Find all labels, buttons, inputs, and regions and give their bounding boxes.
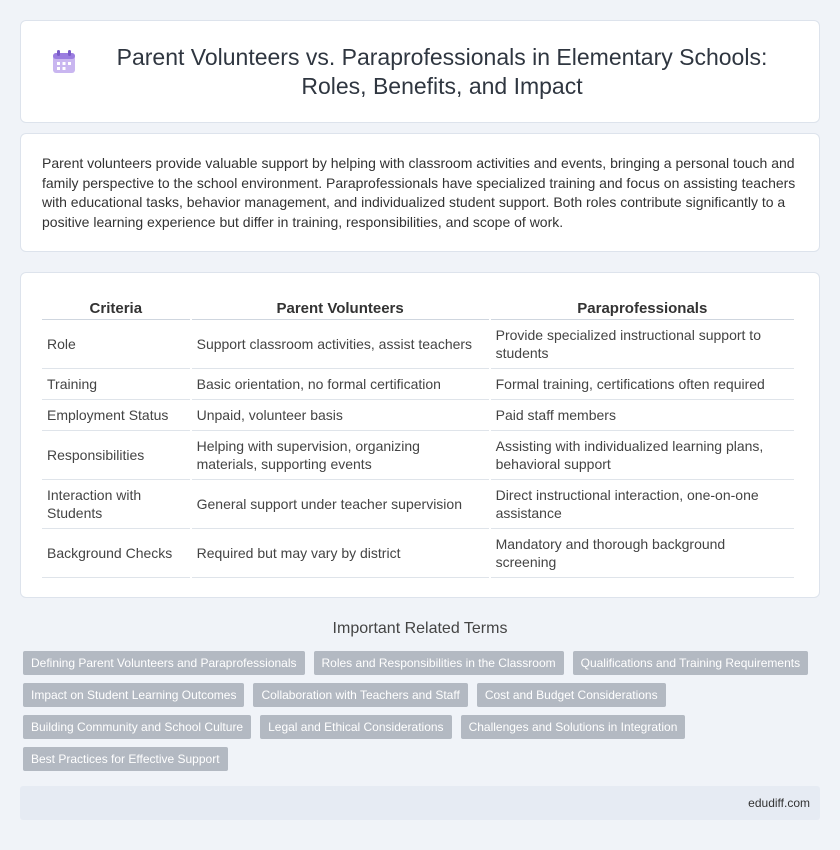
title-wrap bbox=[21, 43, 819, 101]
related-term-tag[interactable]: Roles and Responsibilities in the Classroom bbox=[314, 651, 564, 675]
calendar-icon bbox=[51, 49, 77, 75]
footer-site-link[interactable]: edudiff.com bbox=[748, 796, 810, 810]
header-criteria: Criteria bbox=[42, 294, 190, 320]
related-term-tag[interactable]: Building Community and School Culture bbox=[23, 715, 251, 739]
intro-card bbox=[20, 133, 820, 252]
row-paraprofessionals: Mandatory and thorough background screening bbox=[491, 529, 794, 578]
table-row bbox=[42, 369, 794, 400]
row-paraprofessionals: Formal training, certifications often required bbox=[491, 369, 794, 400]
table-row bbox=[42, 480, 794, 529]
page-title: Parent Volunteers vs. Paraprofessionals in Elementary Schools: Roles, Benefits, and Impact bbox=[116, 43, 768, 99]
row-parent-volunteers: Basic orientation, no formal certification bbox=[192, 369, 489, 400]
related-term-tag[interactable]: Legal and Ethical Considerations bbox=[260, 715, 451, 739]
related-term-tag[interactable]: Defining Parent Volunteers and Paraprofessionals bbox=[23, 651, 305, 675]
row-parent-volunteers: Unpaid, volunteer basis bbox=[192, 400, 489, 431]
related-term-tag[interactable]: Impact on Student Learning Outcomes bbox=[23, 683, 244, 707]
related-term-tag[interactable]: Collaboration with Teachers and Staff bbox=[253, 683, 467, 707]
table-row bbox=[42, 431, 794, 480]
table-row bbox=[42, 320, 794, 369]
footer bbox=[20, 786, 820, 820]
row-criteria: Role bbox=[42, 320, 190, 369]
row-paraprofessionals: Paid staff members bbox=[491, 400, 794, 431]
row-paraprofessionals: Assisting with individualized learning plans, behavioral support bbox=[491, 431, 794, 480]
row-paraprofessionals: Direct instructional interaction, one-on-one assistance bbox=[491, 480, 794, 529]
row-criteria: Responsibilities bbox=[42, 431, 190, 480]
row-criteria: Training bbox=[42, 369, 190, 400]
related-term-tag[interactable]: Challenges and Solutions in Integration bbox=[461, 715, 686, 739]
table-row bbox=[42, 529, 794, 578]
row-criteria: Employment Status bbox=[42, 400, 190, 431]
row-parent-volunteers: Helping with supervision, organizing materials, supporting events bbox=[192, 431, 489, 480]
related-term-tag[interactable]: Cost and Budget Considerations bbox=[477, 683, 666, 707]
row-criteria: Interaction with Students bbox=[42, 480, 190, 529]
related-term-tag[interactable]: Best Practices for Effective Support bbox=[23, 747, 228, 771]
comparison-card bbox=[20, 272, 820, 598]
row-criteria: Background Checks bbox=[42, 529, 190, 578]
related-terms-heading: Important Related Terms bbox=[332, 620, 508, 637]
row-parent-volunteers: Support classroom activities, assist teachers bbox=[192, 320, 489, 369]
header-paraprofessionals: Paraprofessionals bbox=[491, 294, 794, 320]
row-parent-volunteers: Required but may vary by district bbox=[192, 529, 489, 578]
related-term-tag[interactable]: Qualifications and Training Requirements bbox=[573, 651, 808, 675]
related-terms-list bbox=[23, 651, 813, 771]
header-parent-volunteers: Parent Volunteers bbox=[192, 294, 489, 320]
table-header-row bbox=[42, 294, 794, 320]
title-card bbox=[20, 20, 820, 123]
table-row bbox=[42, 400, 794, 431]
intro-paragraph: Parent volunteers provide valuable support by helping with classroom activities and events, bringing a personal touch and family perspective to the school environment. Paraprofessionals have specialized training and focus on assisting teachers with educational tasks, behavior management, and individualized student support. Both roles contribute significantly to a positive learning experience but differ in training, responsibilities, and scope of work. bbox=[42, 155, 796, 230]
row-parent-volunteers: General support under teacher supervision bbox=[192, 480, 489, 529]
comparison-table bbox=[40, 294, 796, 578]
row-paraprofessionals: Provide specialized instructional support to students bbox=[491, 320, 794, 369]
